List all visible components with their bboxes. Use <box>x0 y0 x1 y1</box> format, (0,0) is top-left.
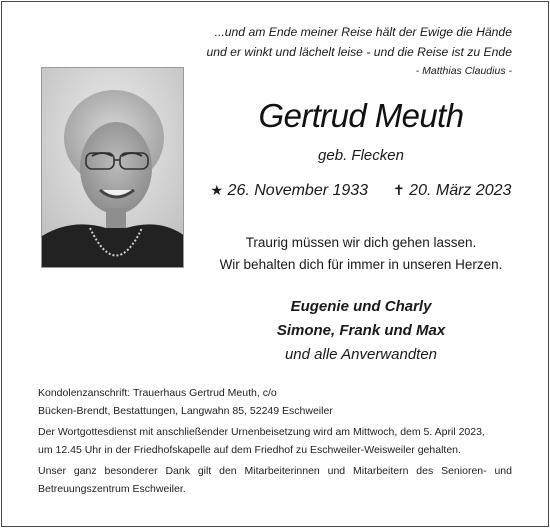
service-line: um 12.45 Uhr in der Friedhofskapelle auf dem Friedhof zu Eschweiler-Weisweiler gehalten. <box>38 443 461 456</box>
death-cross-icon: ✝ <box>392 182 405 198</box>
notes-block <box>38 385 512 502</box>
quote-author: - Matthias Claudius - <box>415 65 512 77</box>
mourners-block <box>196 295 526 367</box>
quote-line: ...und am Ende meiner Reise hält der Ewige die Hände <box>214 25 512 39</box>
condolence-line: Bücken-Brendt, Bestattungen, Langwahn 85, 52249 Eschweiler <box>38 404 333 417</box>
service-info <box>38 424 512 459</box>
quote-block <box>206 22 512 80</box>
condolence-address <box>38 385 512 420</box>
memorial-verse <box>196 232 526 276</box>
deceased-name: Gertrud Meuth <box>258 97 464 134</box>
birth-star-icon: ★ <box>210 182 224 198</box>
mourners-line: Simone, Frank und Max <box>276 322 446 339</box>
maiden-name: geb. Flecken <box>318 147 404 164</box>
death-date: 20. März 2023 <box>409 182 512 199</box>
verse-line: Traurig müssen wir dich gehen lassen. <box>245 235 477 250</box>
mourners-line: Eugenie und Charly <box>290 298 432 315</box>
quote-line: und er winkt und lächelt leise - und die Reise ist zu Ende <box>206 45 512 59</box>
life-dates <box>196 182 526 200</box>
thanks-info <box>38 463 512 498</box>
service-line: Der Wortgottesdienst mit anschließender Urnenbeisetzung wird am Mittwoch, dem 5. April 2023, <box>38 426 485 438</box>
birth-date: 26. November 1933 <box>227 182 369 199</box>
thanks-line: Betreuungszentrum Eschweiler. <box>38 482 186 495</box>
portrait-photo <box>41 67 184 268</box>
mourners-line: und alle Anverwandten <box>284 346 438 363</box>
verse-line: Wir behalten dich für immer in unseren Herzen. <box>219 257 503 272</box>
thanks-line: Unser ganz besonderer Dank gilt den Mitarbeiterinnen und Mitarbeitern des Senioren- und <box>38 465 512 477</box>
portrait-photo-icon <box>42 68 184 268</box>
condolence-line: Kondolenzanschrift: Trauerhaus Gertrud Meuth, c/o <box>38 387 277 399</box>
